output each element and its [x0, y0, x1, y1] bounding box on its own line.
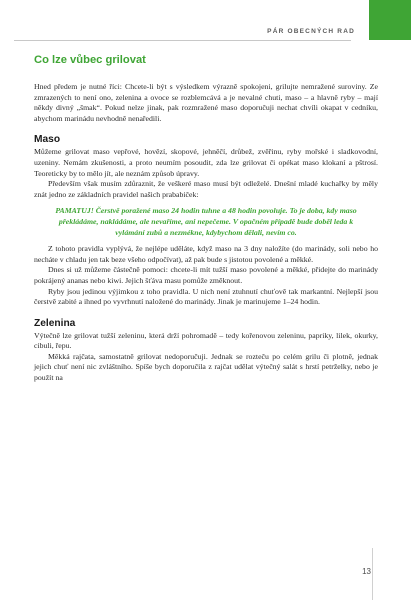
zelenina-paragraph-1: Výtečně lze grilovat tužší zeleninu, která drží pohromadě – tedy kořenovou zeleninu, papriky, lilek, okurky, cibuli, řepu.	[34, 330, 378, 351]
zelenina-paragraph-2: Měkká rajčata, samostatně grilovat nedoporučuji. Jednak se rozteču po celém grilu či plotně, jednak jejich chuť není nic zvláštního. Spíše bych doporučila z rajčat udělat výtečný salát s hrstí petrželky, nebo je použít na	[34, 351, 378, 383]
header-divider	[14, 40, 351, 41]
maso-paragraph-2: Především však musím zdůraznit, že veškeré maso musí být odleželé. Dnešní mladé kuchařky by měly znát jedno ze základních pravidel našich prababiček:	[34, 179, 378, 199]
page-number: 13	[362, 567, 371, 576]
maso-paragraph-4: Dnes si už můžeme částečně pomoci: chcete-li mít tužší maso povolené a měkké, přidejte do marinády pokrájený ananas nebo kiwi. Jejich šťáva masu pomůže změknout.	[34, 265, 378, 285]
intro-paragraph: Hned předem je nutné říci: Chcete-li být s výsledkem výrazně spokojeni, grilujte nemražené suroviny. Ze zmrazených to není ono, zelenina a ovoce se rozblemcává a je nevalné chuti, maso – a hlavně ryby – mají někdy divný „šmak“. Pokud nelze jinak, pak rozmražené maso doporučuji nechat chvíli okapat v cedníku, abychom marinádu nevhodně nenaředili.	[34, 82, 378, 123]
page-content	[34, 54, 378, 384]
maso-paragraph-1: Můžeme grilovat maso vepřové, hovězí, skopové, jehněčí, drůbež, zvěřinu, ryby mořské i sladkovodní, uzeniny. Nemám zkušenosti, a proto neumím posoudit, zda lze grilovat či opékat maso klokaní a pštrosí. Teoreticky by to mělo jít, ale neznám způsob úpravy.	[34, 147, 378, 178]
section-title-maso: Maso	[34, 134, 61, 146]
chapter-title: Co lze vůbec grilovat	[34, 54, 146, 66]
section-title-zelenina: Zelenina	[34, 317, 76, 329]
chapter-color-tab	[369, 0, 411, 40]
footer-divider	[372, 548, 411, 600]
notice-callout: PAMATUJ! Čerstvě poražené maso 24 hodin tuhne a 48 hodin povoluje. To je doba, kdy maso překládáme, nakládáme, ale nevaříme, ani nepečeme. V opačném případě bude doběl leda k vylámání zubů a nezmékne, kdybychom dělali, nevím co.	[55, 206, 357, 237]
maso-paragraph-3: Z tohoto pravidla vyplývá, že nejlépe uděláte, když maso na 3 dny naložíte (do marinády, soli nebo ho necháte v chladu jen tak beze všeho odpočívat), až pak bude s jistotou povolené a měkké.	[34, 244, 378, 264]
maso-paragraph-5: Ryby jsou jedinou výjimkou z toho pravidla. U nich není ztuhnutí chuťově tak markantní. Nejlepší jsou čerstvě zabité a ihned po vyvrhnutí naložené do marinády. Jinak je marinujeme 1–24 hodin.	[34, 286, 378, 307]
running-head: PÁR OBECNÝCH RAD	[267, 28, 355, 35]
